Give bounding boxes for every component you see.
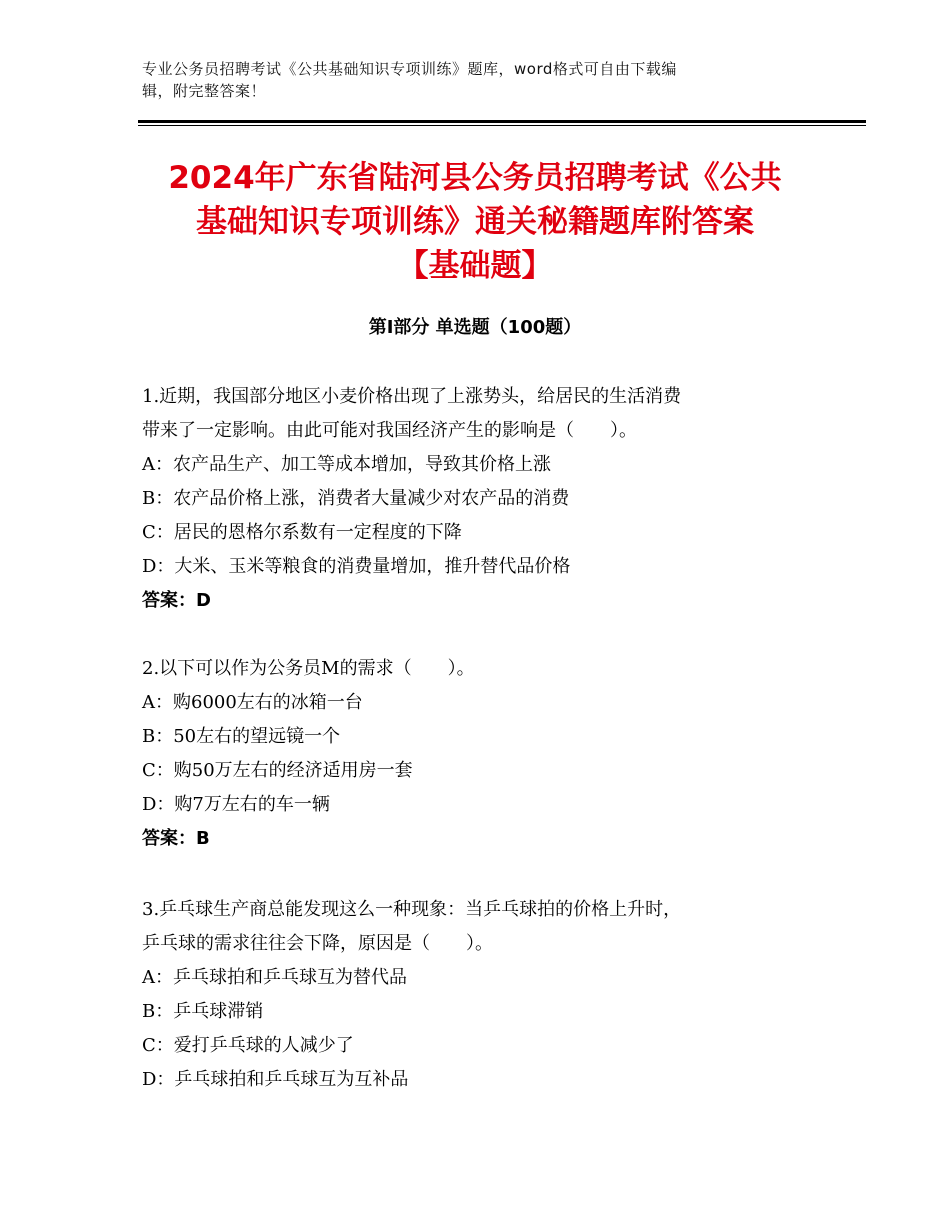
page-title-line-2: 基础知识专项训练》通关秘籍题库附答案 bbox=[196, 204, 754, 240]
question-2 bbox=[142, 652, 842, 856]
question-stem: 1.近期，我国部分地区小麦价格出现了上涨势头，给居民的生活消费 bbox=[142, 386, 682, 407]
header-divider-thick bbox=[138, 120, 866, 123]
header-note bbox=[142, 58, 802, 102]
option-d: D：乒乓球拍和乒乓球互为互补品 bbox=[142, 1069, 409, 1090]
page-title-line-3: 【基础题】 bbox=[397, 248, 553, 284]
option-c: C：居民的恩格尔系数有一定程度的下降 bbox=[142, 522, 462, 543]
question-3 bbox=[142, 893, 842, 1097]
question-stem: 乒乓球的需求往往会下降，原因是（ ）。 bbox=[142, 933, 493, 954]
question-stem: 带来了一定影响。由此可能对我国经济产生的影响是（ ）。 bbox=[142, 420, 637, 441]
question-stem: 3.乒乓球生产商总能发现这么一种现象：当乒乓球拍的价格上升时， bbox=[142, 899, 682, 920]
option-c: C：爱打乒乓球的人减少了 bbox=[142, 1035, 354, 1056]
page-title-line-1: 2024年广东省陆河县公务员招聘考试《公共 bbox=[168, 160, 782, 196]
header-note-line-1: 专业公务员招聘考试《公共基础知识专项训练》题库，word格式可自由下载编 bbox=[142, 60, 677, 78]
option-d: D：购7万左右的车一辆 bbox=[142, 794, 330, 815]
answer: 答案：B bbox=[142, 828, 210, 849]
option-b: B：乒乓球滞销 bbox=[142, 1001, 264, 1022]
page-title bbox=[100, 156, 850, 288]
header-note-line-2: 辑，附完整答案！ bbox=[142, 82, 267, 100]
section-heading: 第Ⅰ部分 单选题（100题） bbox=[368, 317, 582, 338]
option-a: A：购6000左右的冰箱一台 bbox=[142, 692, 363, 713]
answer: 答案：D bbox=[142, 590, 211, 611]
option-d: D：大米、玉米等粮食的消费量增加，推升替代品价格 bbox=[142, 556, 571, 577]
question-1 bbox=[142, 380, 842, 618]
header-divider-thin bbox=[138, 125, 866, 126]
option-a: A：农产品生产、加工等成本增加，导致其价格上涨 bbox=[142, 454, 551, 475]
option-a: A：乒乓球拍和乒乓球互为替代品 bbox=[142, 967, 407, 988]
option-b: B：农产品价格上涨，消费者大量减少对农产品的消费 bbox=[142, 488, 570, 509]
option-c: C：购50万左右的经济适用房一套 bbox=[142, 760, 413, 781]
question-stem: 2.以下可以作为公务员M的需求（ ）。 bbox=[142, 658, 475, 679]
option-b: B：50左右的望远镜一个 bbox=[142, 726, 341, 747]
